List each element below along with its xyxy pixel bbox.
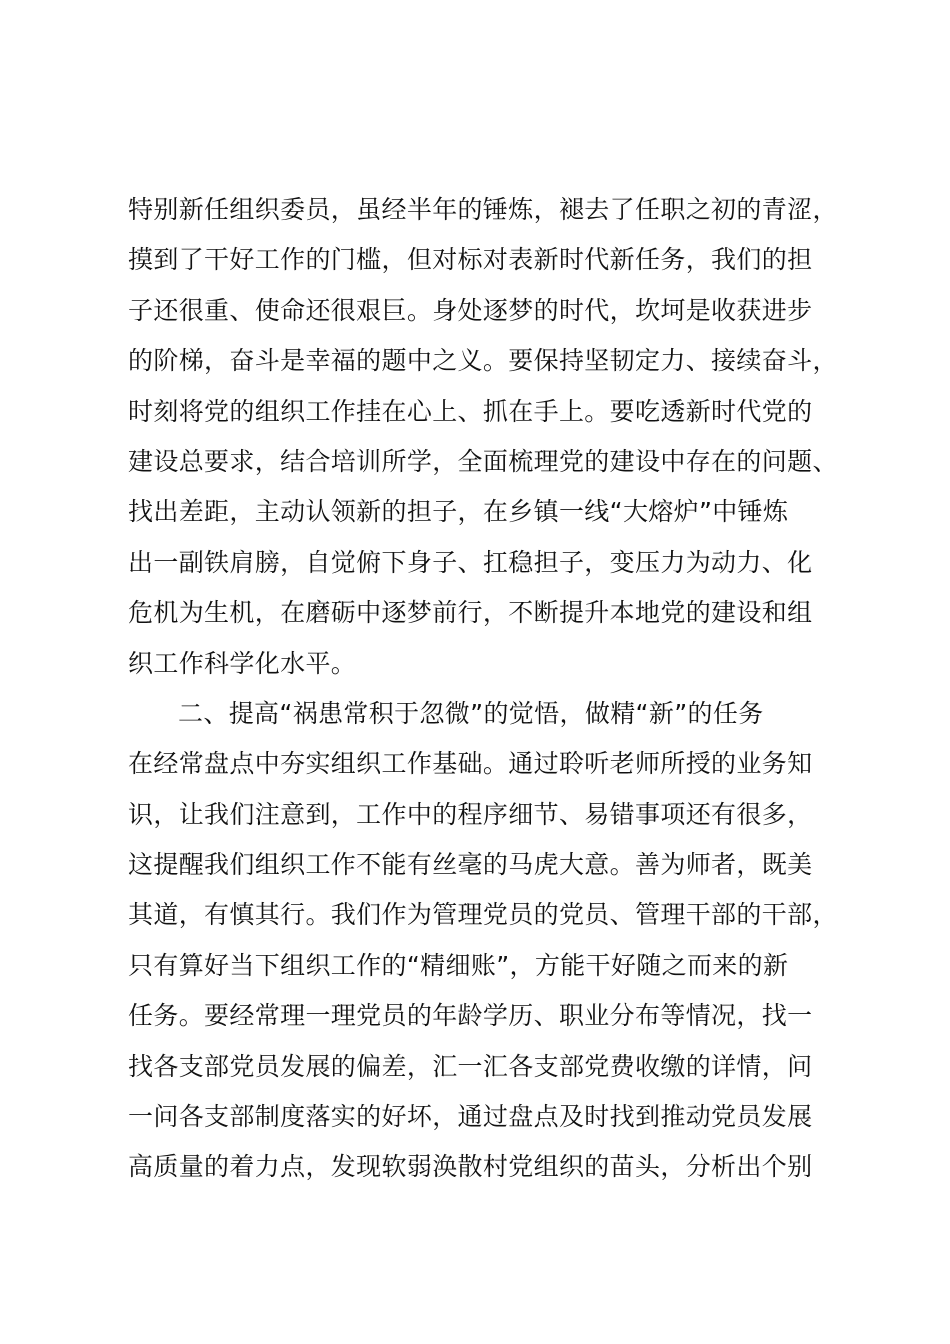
paragraph-2 <box>128 689 858 1193</box>
paragraph-line: 的阶梯，奋斗是幸福的题中之义。要保持坚韧定力、接续奋斗， <box>128 346 838 376</box>
paragraph-line: 只有算好当下组织工作的“精细账”，方能干好随之而来的新 <box>128 950 789 980</box>
paragraph-line: 摸到了干好工作的门槛，但对标对表新时代新任务，我们的担 <box>128 245 813 275</box>
paragraph-1 <box>128 185 858 689</box>
paragraph-line: 任务。要经常理一理党员的年龄学历、职业分布等情况，找一 <box>128 1001 813 1031</box>
paragraph-line: 危机为生机，在磨砺中逐梦前行，不断提升本地党的建设和组 <box>128 598 813 628</box>
paragraph-line: 这提醒我们组织工作不能有丝毫的马虎大意。善为师者，既美 <box>128 850 813 880</box>
paragraph-line: 高质量的着力点，发现软弱涣散村党组织的苗头，分析出个别 <box>128 1152 813 1182</box>
paragraph-line: 子还很重、使命还很艰巨。身处逐梦的时代，坎坷是收获进步 <box>128 295 813 325</box>
paragraph-line: 找各支部党员发展的偏差，汇一汇各支部党费收缴的详情，问 <box>128 1051 813 1081</box>
paragraph-line: 建设总要求，结合培训所学，全面梳理党的建设中存在的问题、 <box>128 446 838 476</box>
paragraph-line: 时刻将党的组织工作挂在心上、抓在手上。要吃透新时代党的 <box>128 396 813 426</box>
paragraph-line: 在经常盘点中夯实组织工作基础。通过聆听老师所授的业务知 <box>128 749 813 779</box>
paragraph-line: 识，让我们注意到，工作中的程序细节、易错事项还有很多， <box>128 799 813 829</box>
paragraph-line: 其道，有慎其行。我们作为管理党员的党员、管理干部的干部， <box>128 900 838 930</box>
paragraph-line: 一问各支部制度落实的好坏，通过盘点及时找到推动党员发展 <box>128 1102 813 1132</box>
document-body <box>128 185 858 1193</box>
paragraph-line: 找出差距，主动认领新的担子，在乡镇一线“大熔炉”中锤炼 <box>128 497 789 527</box>
paragraph-line: 织工作科学化水平。 <box>128 648 357 678</box>
section-heading-line: 二、提高“祸患常积于忽微”的觉悟，做精“新”的任务 <box>178 698 764 728</box>
paragraph-line: 特别新任组织委员，虽经半年的锤炼，褪去了任职之初的青涩， <box>128 195 838 224</box>
paragraph-line: 出一副铁肩膀，自觉俯下身子、扛稳担子，变压力为动力、化 <box>128 547 813 577</box>
